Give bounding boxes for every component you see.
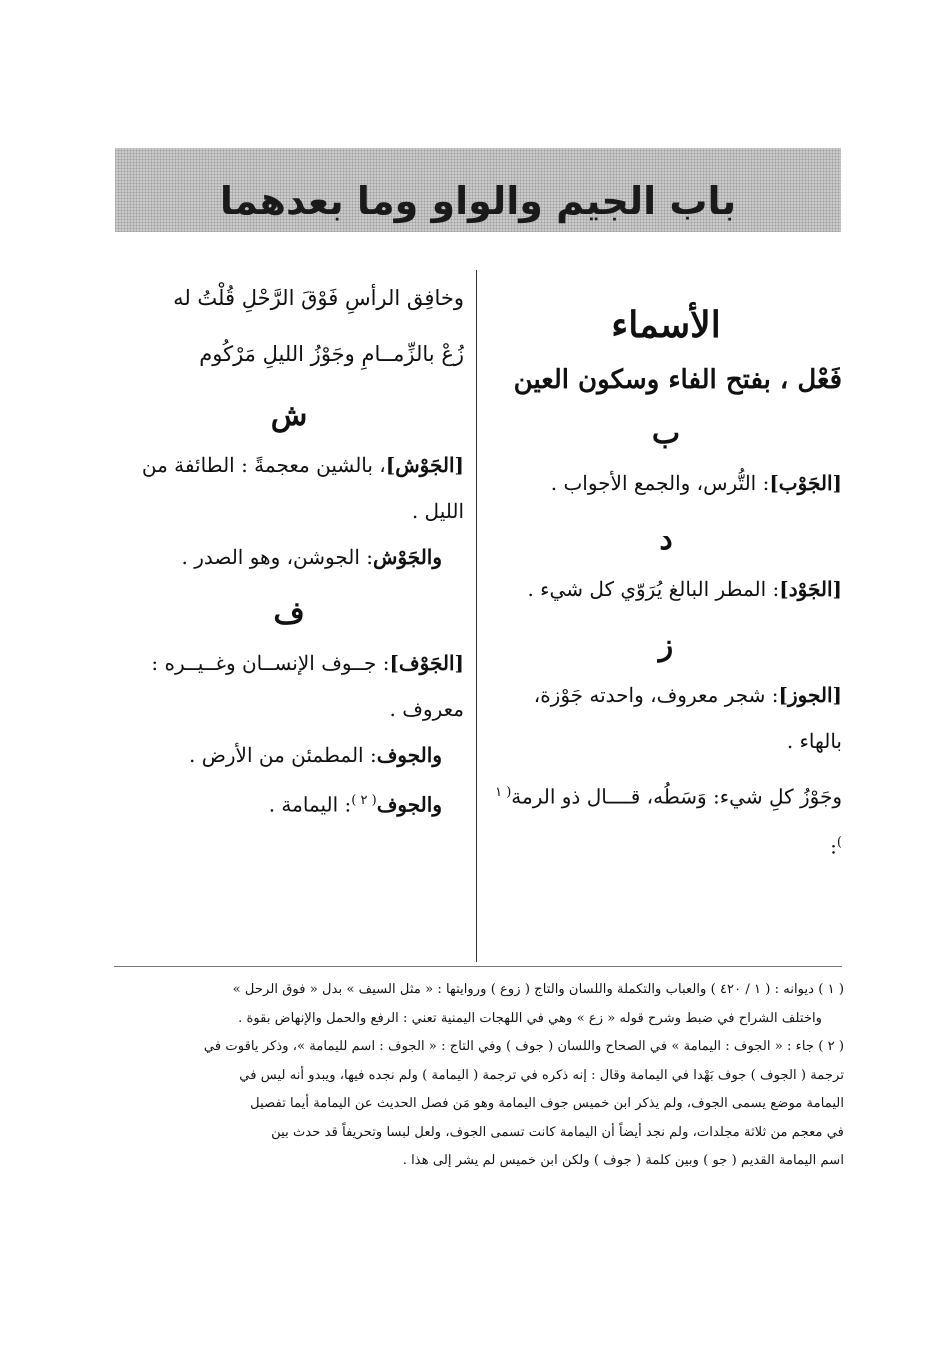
entry-text: : الجوشن، وهو الصدر . xyxy=(181,545,374,569)
letter-heading: ز xyxy=(658,628,674,663)
footnote-line: في معجم من ثلاثة مجلدات، ولم نجد أيضاً أن اليمامة كانت تسمى الجوف، ولعل لبسا وتحريفاً قد حدث بين xyxy=(271,1124,844,1140)
pattern-title: فَعْل ، بفتح الفاء وسكون العين xyxy=(513,365,842,395)
entry-term: [الجوز] xyxy=(778,683,842,707)
entry xyxy=(114,732,464,778)
entry-term: والجوف xyxy=(376,792,442,817)
entry xyxy=(490,770,842,869)
entry xyxy=(490,672,842,764)
entry-text: : جــوف الإنســان وغــيــره : معروف . xyxy=(151,651,464,721)
chapter-title: باب الجيم والواو وما بعدهما xyxy=(219,179,737,223)
right-column xyxy=(490,270,842,869)
verse-line: وخافِق الرأسِ فَوْقَ الرَّحْلِ قُلْتُ له xyxy=(173,286,464,310)
section-title: الأسماء xyxy=(611,304,721,346)
entry-text: وجَوْزُ كلِ شيء: وَسَطُه، قــــال ذو الرمة xyxy=(511,784,842,809)
entry-term: والجوف xyxy=(376,743,442,767)
entry-term: [الجَوْش] xyxy=(385,453,464,477)
letter-heading: ف xyxy=(273,596,305,631)
footnote-line: ( ١ ) ديوانه : ( ١ / ٤٢٠ ) والعباب والتكملة واللسان والتاج ( زوع ) وروايتها : « مثل السيف » بدل « فوق الرحل » xyxy=(232,982,844,997)
entry xyxy=(114,640,464,732)
entry xyxy=(490,460,842,506)
footnote-line: ترجمة ( الجوف ) جوف بَهْدا في اليمامة وقال : إنه ذكره في ترجمة ( اليمامة ) ولم نجده فيها، ويبدو أنه ليس في xyxy=(239,1067,844,1083)
footnote-line: واختلف الشراح في ضبط وشرح قوله « زع » وهي في اللهجات اليمنية تعني : الرفع والحمل والإنهاض بقوة . xyxy=(238,1010,822,1026)
letter-heading: ب xyxy=(651,416,681,451)
entry-term: [الجَوْد] xyxy=(779,577,842,601)
entry xyxy=(114,778,464,828)
column-divider xyxy=(476,270,477,962)
entry-text: : المطر البالغ يُرَوّي كل شيء . xyxy=(527,577,780,601)
footnote-line: ( ٢ ) جاء : « الجوف : اليمامة » في الصحاح واللسان ( جوف ) وفي التاج : « الجوف : اسم لليمامة »، وذكر ياقوت في xyxy=(203,1039,844,1054)
verse-line: زُعْ بالزِّمــامِ وجَوْزُ الليلِ مَرْكُوم xyxy=(199,342,464,366)
left-column xyxy=(114,270,464,828)
entry-term: [الجَوْب] xyxy=(769,471,842,495)
entry-term: [الجَوْف] xyxy=(389,651,464,675)
footnote-ref: ( ١ ) xyxy=(495,785,842,850)
entry xyxy=(114,442,464,534)
entry-text: : التُّرس، والجمع الأجواب . xyxy=(550,471,770,495)
entry xyxy=(114,534,464,580)
entry-term: والجَوْش xyxy=(373,545,442,569)
chapter-banner xyxy=(115,148,841,232)
entry-text: : اليمامة . xyxy=(268,792,352,817)
entry-text: : شجر معروف، واحدته جَوْزة، بالهاء . xyxy=(533,683,842,753)
footnote-line: اليمامة موضع يسمى الجوف، ولم يذكر ابن خميس جوف اليمامة وهو مَن فصل الحديث عن اليمامة أيما تفصيل xyxy=(250,1096,844,1111)
letter-heading: د xyxy=(659,522,673,557)
entry xyxy=(490,566,842,612)
footnote-separator xyxy=(114,966,842,967)
footnotes xyxy=(108,976,844,1176)
entry-text: ، بالشين معجمةً : الطائفة من الليل . xyxy=(141,453,464,523)
entry-colon: : xyxy=(830,834,837,859)
footnote-ref: ( ٢ ) xyxy=(351,793,377,808)
letter-heading: ش xyxy=(270,398,308,433)
footnote-line: اسم اليمامة القديم ( جو ) وبين كلمة ( جوف ) ولكن ابن خميس لم يشر إلى هذا . xyxy=(402,1153,844,1168)
entry-text: : المطمئن من الأرض . xyxy=(188,743,377,767)
